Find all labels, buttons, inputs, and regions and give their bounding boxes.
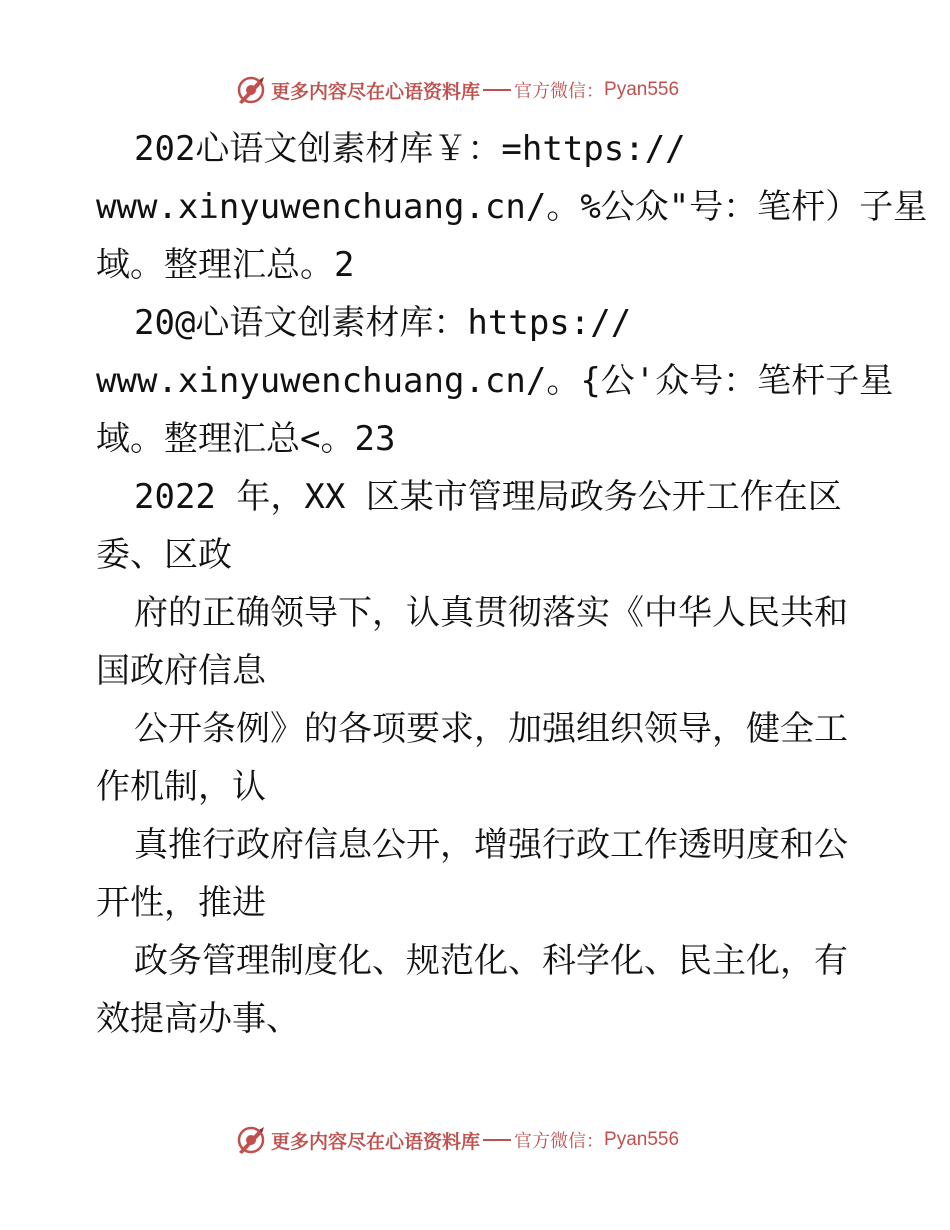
banner-slogan: 更多内容尽在心语资料库 [271,1130,481,1153]
text-line: 公开条例》的各项要求，加强组织领导，健全工 [134,709,848,749]
text-line: 2022 年，XX 区某市管理局政务公开工作在区 [134,477,842,517]
text-line: 委、区政 [96,535,232,575]
banner-dash [483,89,511,91]
banner-wechat-id: Pyan556 [604,1129,680,1150]
document-body [96,120,928,1048]
text-line: 府的正确领导下，认真贯彻落实《中华人民共和 [134,593,848,633]
text-line: www.xinyuwenchuang.cn/。{公'众号：笔杆子星 [96,361,894,401]
text-line: 域。整理汇总<。23 [96,419,396,459]
text-line: 作机制，认 [96,767,266,807]
text-line: 真推行政府信息公开，增强行政工作透明度和公 [134,825,848,865]
header-banner [235,73,715,107]
banner-official-label: 官方微信： [514,1131,605,1152]
pen-logo-icon [235,1124,267,1156]
text-line: 效提高办事、 [96,999,300,1039]
banner-dash [483,1139,511,1141]
banner-slogan: 更多内容尽在心语资料库 [271,80,481,103]
text-line: 政务管理制度化、规范化、科学化、民主化，有 [134,941,848,981]
banner-official-label: 官方微信： [514,81,605,102]
text-line: 域。整理汇总。2 [96,245,355,285]
text-line: www.xinyuwenchuang.cn/。%公众"号：笔杆）子星 [96,187,928,227]
footer-banner [235,1123,715,1157]
text-line: 20@心语文创素材库：https:// [134,303,632,343]
text-line: 开性，推进 [96,883,266,923]
text-line: 202心语文创素材库￥：=https:// [134,129,686,169]
banner-wechat-id: Pyan556 [604,79,680,100]
text-line: 国政府信息 [96,651,266,691]
pen-logo-icon [235,74,267,106]
